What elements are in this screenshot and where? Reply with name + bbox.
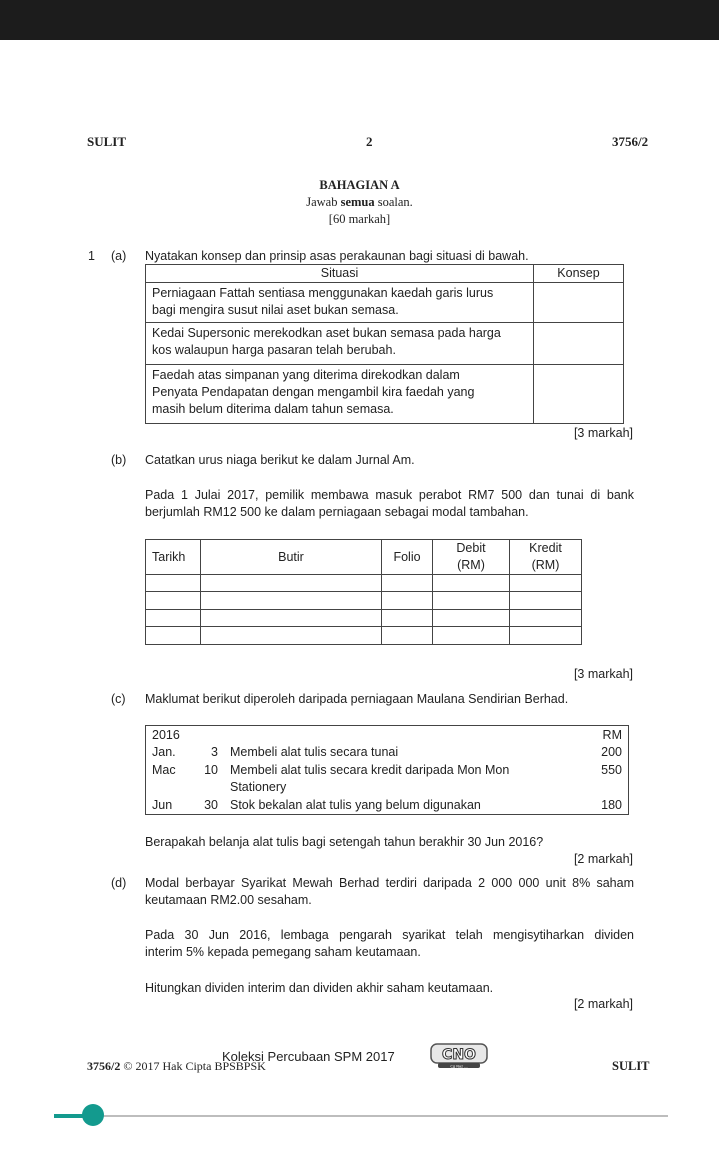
table-row [146, 627, 582, 645]
footer-copyright: 3756/2 © 2017 Hak Cipta BPSBPSK [87, 1059, 266, 1073]
page-number: 2 [366, 134, 373, 149]
col-header-kredit: Kredit (RM) [510, 540, 582, 575]
footer-collection: Koleksi Percubaan SPM 2017 [222, 1049, 395, 1064]
row-day: 10 [204, 763, 218, 777]
part-a-marks: [3 markah] [573, 426, 633, 440]
concept-table [145, 264, 624, 424]
part-d-label: (d) [111, 876, 127, 890]
table-row [146, 283, 624, 323]
situasi-line: Penyata Pendapatan dengan mengambil kira faedah yang [152, 385, 475, 399]
row-day: 30 [204, 798, 218, 812]
konsep-cell [534, 323, 624, 365]
table-unit: RM [602, 728, 622, 742]
col-header-konsep: Konsep [534, 265, 624, 283]
part-c-text: Maklumat berikut diperoleh daripada perniagaan Maulana Sendirian Berhad. [145, 692, 569, 706]
row-description: Membeli alat tulis secara kredit daripada Mon Mon [230, 763, 510, 777]
row-description: Membeli alat tulis secara tunai [230, 745, 399, 759]
row-amount: 180 [601, 798, 622, 812]
situasi-line: kos walaupun harga pasaran telah berubah. [152, 343, 396, 357]
col-header-debit: Debit (RM) [433, 540, 510, 575]
cno-logo-icon [430, 1043, 488, 1069]
table-row [146, 610, 582, 627]
table-row [146, 592, 582, 610]
col-header-situasi: Situasi [146, 265, 534, 283]
progress-handle[interactable] [82, 1104, 104, 1126]
konsep-cell [534, 283, 624, 323]
part-c-marks: [2 markah] [573, 852, 633, 866]
col-header-folio: Folio [382, 540, 433, 575]
part-d-paragraph: Pada 30 Jun 2016, lembaga pengarah syarikat telah mengisytiharkan dividen interim 5% kepada pemegang saham keutamaan. [145, 928, 634, 959]
part-b-paragraph: Pada 1 Julai 2017, pemilik membawa masuk perabot RM7 500 dan tunai di bank berjumlah RM12 500 ke dalam perniagaan sebagai modal tambahan. [145, 488, 634, 519]
col-header-butir: Butir [201, 540, 382, 575]
part-a-text: Nyatakan konsep dan prinsip asas perakaunan bagi situasi di bawah. [145, 249, 529, 263]
situasi-line: bagi mengira susut nilai aset bukan semasa. [152, 303, 399, 317]
progress-track[interactable] [54, 1115, 668, 1117]
row-description: Stok bekalan alat tulis yang belum digunakan [230, 798, 481, 812]
konsep-cell [534, 365, 624, 424]
header-left: SULIT [87, 134, 127, 149]
row-description: Stationery [230, 780, 287, 794]
row-month: Mac [152, 763, 176, 777]
stationery-table [145, 725, 629, 815]
row-amount: 200 [601, 745, 622, 759]
section-marks: [60 markah] [328, 212, 391, 226]
part-b-marks: [3 markah] [573, 667, 633, 681]
situasi-line: Faedah atas simpanan yang diterima direkodkan dalam [152, 368, 460, 382]
header-right: 3756/2 [612, 134, 649, 149]
part-c-question: Berapakah belanja alat tulis bagi setengah tahun berakhir 30 Jun 2016? [145, 835, 544, 849]
part-d-text: Modal berbayar Syarikat Mewah Berhad terdiri daripada 2 000 000 unit 8% saham keutamaan RM2.00 sesaham. [145, 876, 634, 907]
row-month: Jun [152, 798, 173, 812]
svg-text:CNO: CNO [442, 1047, 476, 1063]
svg-text:Cg Naz ...: Cg Naz ... [450, 1064, 468, 1069]
table-row [146, 323, 624, 365]
journal-table [145, 539, 582, 645]
row-month: Jan. [152, 745, 176, 759]
table-year: 2016 [152, 728, 180, 742]
col-header-tarikh: Tarikh [146, 540, 201, 575]
part-c-label: (c) [111, 692, 126, 706]
part-b-text: Catatkan urus niaga berikut ke dalam Jurnal Am. [145, 453, 415, 467]
row-day: 3 [211, 745, 218, 759]
table-row [146, 365, 624, 424]
situasi-line: masih belum diterima dalam tahun semasa. [152, 402, 394, 416]
row-amount: 550 [601, 763, 622, 777]
table-row [146, 575, 582, 592]
part-d-marks: [2 markah] [573, 997, 633, 1011]
viewer-top-bar [0, 0, 719, 40]
question-number: 1 [88, 249, 95, 263]
footer-right: SULIT [612, 1059, 650, 1073]
part-a-label: (a) [111, 249, 127, 263]
part-b-label: (b) [111, 453, 127, 467]
section-instruction: Jawab semua soalan. [306, 195, 413, 209]
section-title: BAHAGIAN A [319, 178, 400, 192]
part-d-question: Hitungkan dividen interim dan dividen akhir saham keutamaan. [145, 981, 494, 995]
situasi-line: Perniagaan Fattah sentiasa menggunakan kaedah garis lurus [152, 286, 494, 300]
situasi-line: Kedai Supersonic merekodkan aset bukan semasa pada harga [152, 326, 501, 340]
